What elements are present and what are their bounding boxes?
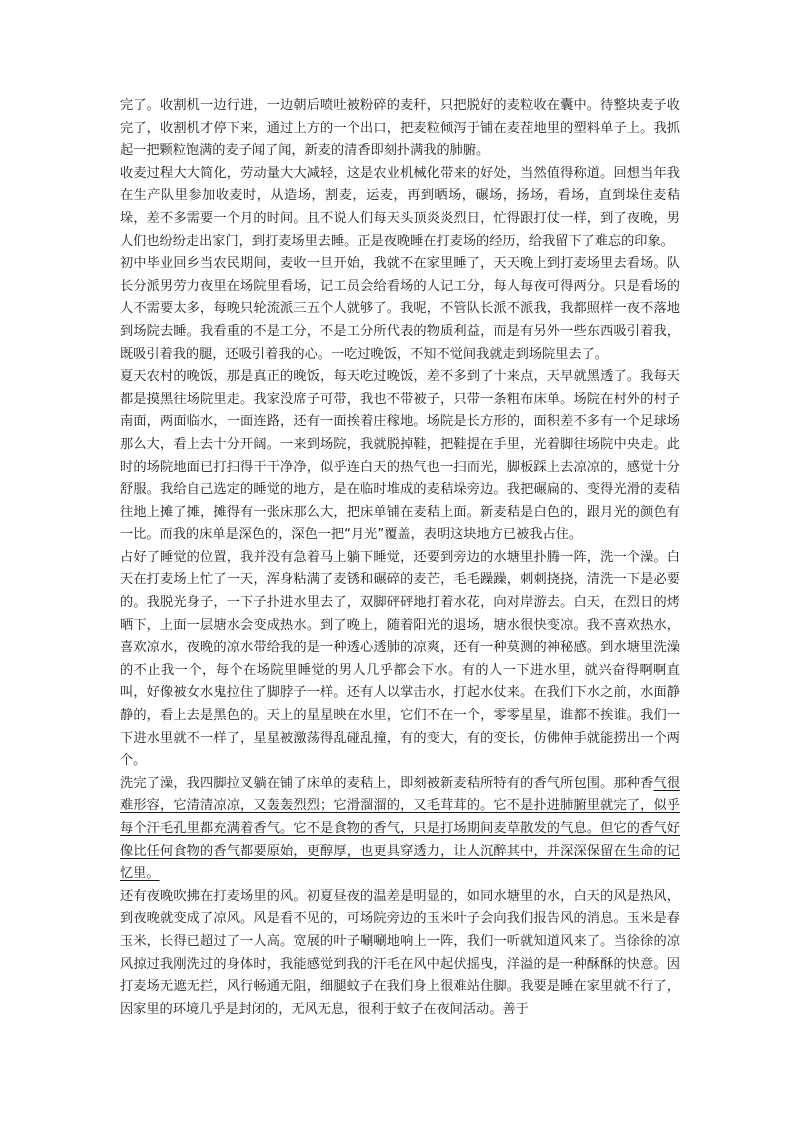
paragraph-3: 初中毕业回乡当农民期间，麦收一旦开始，我就不在家里睡了，天天晚上到打麦场里去看场。队长分派男劳力夜里在场院里看场，记工员会给看场的人记工分，每人每夜可得两分。只是看场的人不需要太多，每晚只轮流派三五个人就够了。我呢，不管队长派不派我，我都照样一夜不落地到场院去睡。我看重的不是工分，不是工分所代表的物质利益，而是有另外一些东西吸引着我，既吸引着我的腿，还吸引着我的心。一吃过晚饭，不知不觉间我就走到场院里去了。 <box>120 256 680 362</box>
paragraph-7: 还有夜晚吹拂在打麦场里的风。初夏昼夜的温差是明显的，如同水塘里的水，白天的风是热风，到夜晚就变成了凉风。风是看不见的，可场院旁边的玉米叶子会向我们报告风的消息。玉米是春玉米，长得已超过了一人高。宽展的叶子唰唰地响上一阵，我们一听就知道风来了。当徐徐的凉风掠过我刚洗过的身体时，我能感觉到我的汗毛在风中起伏摇曳，洋溢的是一种酥酥的快意。因打麦场无遮无拦，风行畅通无阻，细腿蚊子在我们身上很难站住脚。我要是睡在家里就不行了，因家里的环境几乎是封闭的，无风无息，很利于蚊子在夜间活动。善于 <box>120 888 680 1017</box>
paragraph-6-underlined: 气很难形容，它清清凉凉，又轰轰烈烈；它滑溜溜的，又毛茸茸的。它不是扑进肺腑里就完了，似乎每个汗毛孔里都充满着香气。它不是食物的香气，只是打场期间麦草散发的气息。但它的香气好像比任何食物的香气都要原始，更醇厚，也更具穿透力，让人沉醉其中，并深深保留在生命的记忆里。 <box>120 775 681 882</box>
paragraph-1: 完了。收割机一边行进，一边朝后喷吐被粉碎的麦秆，只把脱好的麦粒收在囊中。待整块麦子收完了，收割机才停下来，通过上方的一个出口，把麦粒倾泻于铺在麦茬地里的塑料单子上。我抓起一把颗粒饱满的麦子闻了闻，新麦的清香即刻扑满我的肺腑。 <box>120 98 680 159</box>
paragraph-2: 收麦过程大大简化，劳动量大大减轻，这是农业机械化带来的好处，当然值得称道。回想当年我在生产队里参加收麦时，从造场，割麦，运麦，再到晒场，碾场，扬场，看场，直到垛住麦秸垛，差不多需要一个月的时间。且不说人们每天头顶炎炎烈日，忙得跟打仗一样，到了夜晚，男人们也纷纷走出家门，到打麦场里去睡。正是夜晚睡在打麦场的经历，给我留下了难忘的印象。 <box>120 165 680 249</box>
paragraph-5: 占好了睡觉的位置，我并没有急着马上躺下睡觉，还要到旁边的水塘里扑腾一阵，洗一个澡。白天在打麦场上忙了一天，浑身粘满了麦锈和碾碎的麦芒，毛毛躁躁，刺刺挠挠，清洗一下是必要的。我脱光身子，一下子扑进水里去了，双脚砰砰地打着水花，向对岸游去。白天，在烈日的烤晒下，上面一层塘水会变成热水。到了晚上，随着阳光的退场，塘水很快变凉。我不喜欢热水，喜欢凉水，夜晚的凉水带给我的是一种透心透肺的凉爽，还有一种莫测的神秘感。到水塘里洗澡的不止我一个，每个在场院里睡觉的男人几乎都会下水。有的人一下进水里，就兴奋得啊啊直叫，好像被女水鬼拉住了脚脖子一样。还有人以掌击水，打起水仗来。在我们下水之前，水面静静的，看上去是黑色的。天上的星星映在水里，它们不在一个，零零星星，谁都不挨谁。我们一下进水里就不一样了，星星被激荡得乱碰乱撞，有的变大，有的变长，仿佛伸手就能捞出一个两个。 <box>120 549 680 769</box>
paragraph-4: 夏天农村的晚饭，那是真正的晚饭，每天吃过晚饭，差不多到了十来点，天早就黑透了。我每天都是摸黑往场院里走。我家没席子可带，我也不带被子，只带一条粗布床单。场院在村外的村子南面，两面临水，一面连路，还有一面挨着庄稼地。场院是长方形的，面积差不多有一个足球场那么大，看上去十分开阔。一来到场院，我就脱掉鞋，把鞋提在手里，光着脚往场院中央走。此时的场院地面已打扫得干干净净，似乎连白天的热气也一扫而光，脚板踩上去凉凉的，感觉十分舒服。我给自己选定的睡觉的地方，是在临时堆成的麦秸垛旁边。我把碾扁的、变得光滑的麦秸往地上摊了摊，摊得有一张床那么大，把床单铺在麦秸上面。新麦秸是白色的，跟月光的颜色有一比。而我的床单是深色的，深色一把“月光”覆盖，表明这块地方已被我占住。 <box>120 369 680 543</box>
paragraph-6-plain: 洗完了澡，我四脚拉叉躺在铺了床单的麦秸上，即刻被新麦秸所特有的香气所包围。那种香 <box>120 775 654 791</box>
document-page <box>120 95 680 1021</box>
paragraph-6 <box>120 773 680 886</box>
